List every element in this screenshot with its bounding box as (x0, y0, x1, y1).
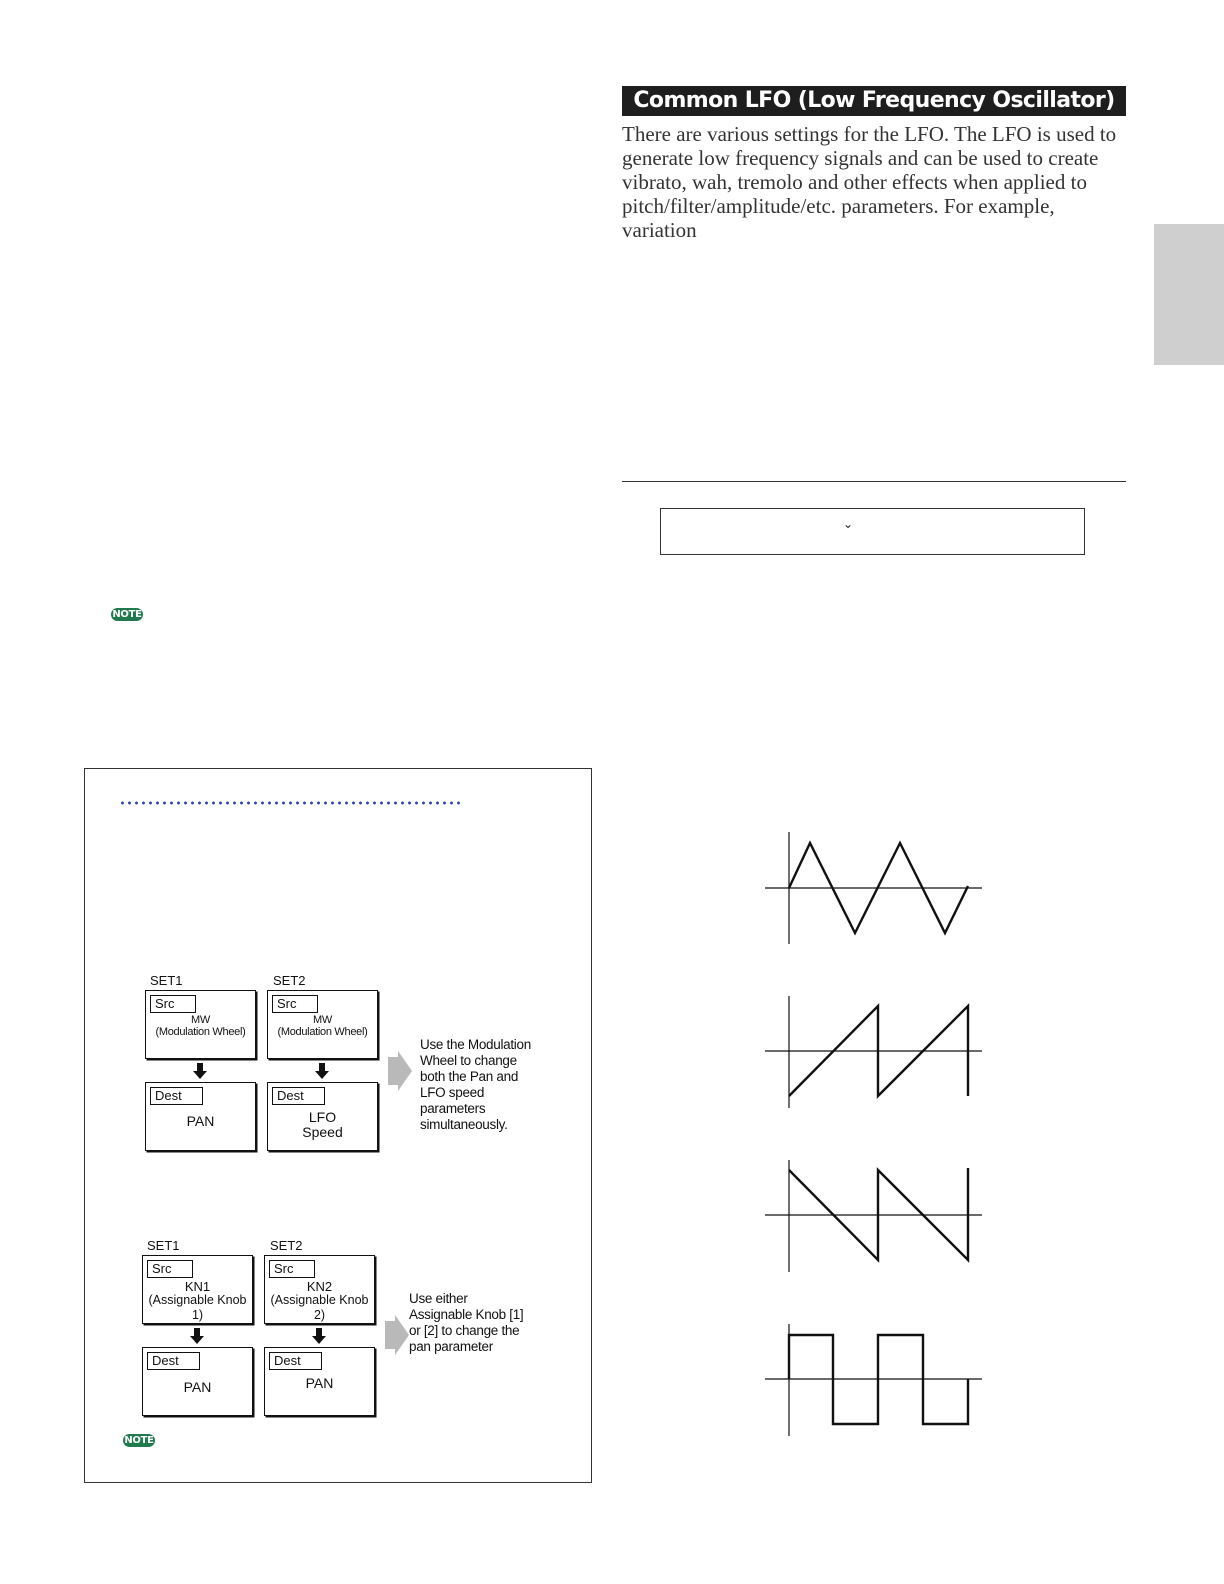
destination-box (267, 1082, 378, 1151)
destination-name: LFO (308, 1109, 337, 1125)
destination-name: PAN (305, 1375, 334, 1391)
parameter-box (660, 508, 1085, 555)
dotted-rule (119, 801, 461, 805)
destination-box (142, 1347, 253, 1416)
arrow-down-icon (312, 1328, 326, 1344)
arrow-down-icon (315, 1063, 329, 1079)
example-caption: Use the Modulation Wheel to change both the Pan and LFO speed parameters simultaneously. (420, 1037, 531, 1132)
src-tag: Src (269, 1260, 315, 1278)
src-tag: Src (272, 995, 318, 1013)
source-name: KN1 (184, 1279, 211, 1294)
example-panel (84, 768, 592, 1483)
arrow-down-icon (193, 1063, 207, 1079)
source-box (264, 1255, 375, 1324)
sawtooth-up-wave-icon (765, 996, 982, 1108)
arrow-right-icon (385, 1315, 409, 1355)
source-name: KN2 (306, 1279, 333, 1294)
destination-box (145, 1082, 256, 1151)
note-badge-icon: NOTE (124, 1435, 154, 1446)
dest-tag: Dest (269, 1352, 322, 1370)
source-description: (Assignable Knob 2) (270, 1293, 369, 1322)
sawtooth-down-wave-icon (765, 1160, 982, 1272)
source-description: (Modulation Wheel) (155, 1026, 246, 1038)
destination-name: PAN (183, 1379, 212, 1395)
dest-tag: Dest (147, 1352, 200, 1370)
dest-tag: Dest (150, 1087, 203, 1105)
source-description: (Assignable Knob 1) (148, 1293, 247, 1322)
triangle-wave-icon (765, 832, 982, 944)
source-description: (Modulation Wheel) (277, 1026, 368, 1038)
set-label: SET2 (270, 1238, 303, 1253)
dest-tag: Dest (272, 1087, 325, 1105)
set-label: SET1 (150, 973, 183, 988)
section-intro: There are various settings for the LFO. The LFO is used to generate low frequency signals and can be used to create vibrato, wah, tremolo and other effects when applied to pitch/filter/amplitude/etc. parameters. For example, variation (622, 122, 1117, 242)
section-title: Common LFO (Low Frequency Oscillator) (622, 86, 1126, 116)
source-box (267, 990, 378, 1059)
src-tag: Src (147, 1260, 193, 1278)
source-name: MW (191, 1014, 210, 1026)
lfo-waveforms (760, 828, 990, 1443)
chevron-down-icon: ⌄ (843, 517, 854, 531)
source-box (142, 1255, 253, 1324)
set-label: SET2 (273, 973, 306, 988)
source-name: MW (313, 1014, 332, 1026)
arrow-down-icon (190, 1328, 204, 1344)
destination-name-line2: Speed (302, 1124, 343, 1140)
source-box (145, 990, 256, 1059)
src-tag: Src (150, 995, 196, 1013)
destination-box (264, 1347, 375, 1416)
chapter-tab[interactable] (1154, 224, 1224, 365)
example-caption: Use either Assignable Knob [1] or [2] to change the pan parameter (409, 1291, 524, 1354)
divider (622, 481, 1126, 482)
note-badge-icon: NOTE (112, 609, 142, 620)
destination-name: PAN (186, 1113, 215, 1129)
square-wave-icon (765, 1324, 982, 1436)
set-label: SET1 (147, 1238, 180, 1253)
arrow-right-icon (388, 1051, 412, 1091)
